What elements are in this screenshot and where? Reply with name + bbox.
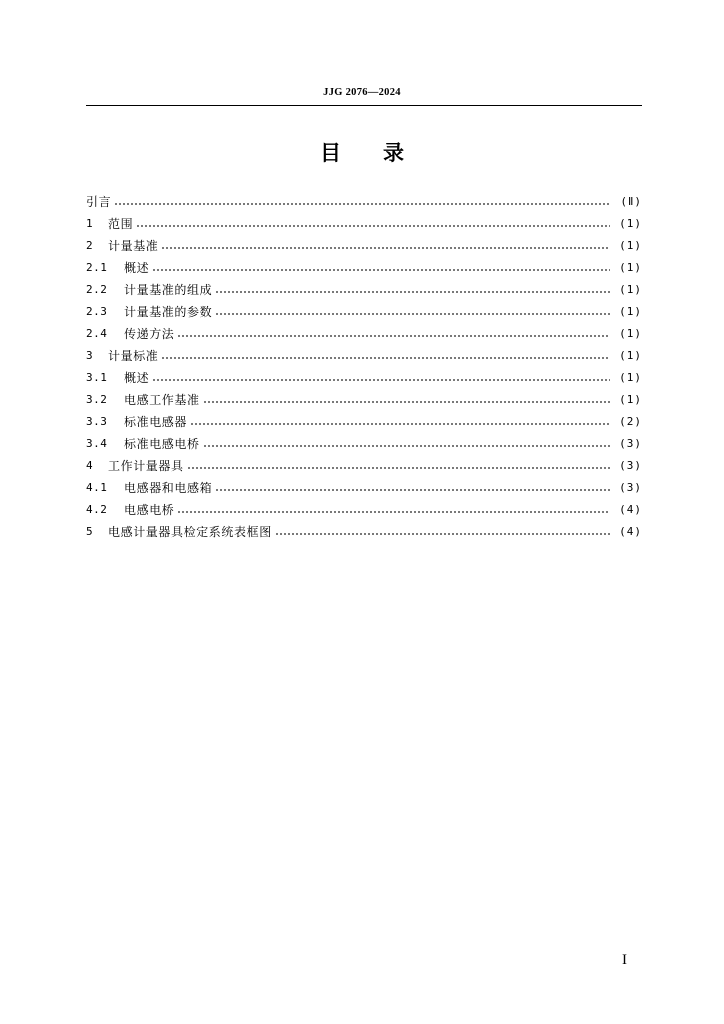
toc-entry-label: 电感计量器具检定系统表框图 xyxy=(108,525,272,539)
toc-entry-page: (1) xyxy=(619,349,642,362)
toc-entry-number: 2.1 xyxy=(86,261,108,274)
toc-entry-2-4[interactable] xyxy=(86,323,642,345)
toc-entry-label: 计量基准的组成 xyxy=(124,283,213,297)
toc-entry-page: (2) xyxy=(619,415,642,428)
dot-leader xyxy=(136,225,610,227)
toc-entry-number: 3 xyxy=(86,349,94,362)
dot-leader xyxy=(152,269,610,271)
toc-entry-2-1[interactable] xyxy=(86,257,642,279)
toc-entry-2[interactable] xyxy=(86,235,642,257)
toc-entry-4[interactable] xyxy=(86,455,642,477)
dot-leader xyxy=(152,379,610,381)
toc-entry-page: (1) xyxy=(619,261,642,274)
toc-entry-page: (4) xyxy=(619,503,642,516)
dot-leader xyxy=(161,247,610,249)
toc-entry-label: 计量标准 xyxy=(108,349,159,363)
toc-entry-3-3[interactable] xyxy=(86,411,642,433)
toc-entry-label: 标准电感电桥 xyxy=(124,437,200,451)
toc-entry-2-3[interactable] xyxy=(86,301,642,323)
dot-leader xyxy=(177,335,610,337)
toc-entry-foreword[interactable] xyxy=(86,191,642,213)
toc-entry-4-1[interactable] xyxy=(86,477,642,499)
toc-entry-number: 1 xyxy=(86,217,94,230)
toc-entry-page: (Ⅱ) xyxy=(620,195,642,208)
toc-entry-page: (3) xyxy=(619,459,642,472)
dot-leader xyxy=(203,445,610,447)
toc-entry-page: (1) xyxy=(619,327,642,340)
toc-entry-number: 2.2 xyxy=(86,283,108,296)
toc-entry-3-1[interactable] xyxy=(86,367,642,389)
toc-entry-number: 4.1 xyxy=(86,481,108,494)
toc-entry-number: 3.4 xyxy=(86,437,108,450)
toc-entry-number: 3.2 xyxy=(86,393,108,406)
toc-entry-number: 4 xyxy=(86,459,94,472)
dot-leader xyxy=(215,291,610,293)
toc-entry-3-4[interactable] xyxy=(86,433,642,455)
toc-entry-page: (1) xyxy=(619,371,642,384)
toc-entry-label: 标准电感器 xyxy=(124,415,188,429)
dot-leader xyxy=(161,357,610,359)
dot-leader xyxy=(203,401,610,403)
toc-entry-page: (1) xyxy=(619,393,642,406)
toc-entry-label: 引言 xyxy=(86,195,112,209)
toc-entry-label: 计量基准 xyxy=(108,239,159,253)
toc-entry-page: (1) xyxy=(619,283,642,296)
dot-leader xyxy=(275,533,610,535)
toc-entry-label: 概述 xyxy=(124,261,150,275)
toc-entry-label: 电感工作基准 xyxy=(124,393,200,407)
toc-entry-3-2[interactable] xyxy=(86,389,642,411)
toc-entry-page: (3) xyxy=(619,437,642,450)
dot-leader xyxy=(215,313,610,315)
toc-entry-number: 3.3 xyxy=(86,415,108,428)
toc-entry-label: 电感器和电感箱 xyxy=(124,481,213,495)
page-number: I xyxy=(622,952,627,968)
header-divider xyxy=(86,105,642,106)
dot-leader xyxy=(187,467,610,469)
toc-entry-number: 2 xyxy=(86,239,94,252)
toc-entry-page: (3) xyxy=(619,481,642,494)
toc-entry-label: 传递方法 xyxy=(124,327,175,341)
toc-entry-1[interactable] xyxy=(86,213,642,235)
toc-entry-label: 范围 xyxy=(108,217,134,231)
toc-entry-label: 电感电桥 xyxy=(124,503,175,517)
table-of-contents xyxy=(86,191,642,543)
dot-leader xyxy=(215,489,610,491)
toc-entry-label: 概述 xyxy=(124,371,150,385)
toc-entry-number: 2.4 xyxy=(86,327,108,340)
toc-entry-number: 4.2 xyxy=(86,503,108,516)
toc-entry-number: 3.1 xyxy=(86,371,108,384)
toc-entry-2-2[interactable] xyxy=(86,279,642,301)
toc-entry-number: 2.3 xyxy=(86,305,108,318)
toc-entry-label: 计量基准的参数 xyxy=(124,305,213,319)
standard-code-header: JJG 2076—2024 xyxy=(323,87,401,98)
toc-entry-5[interactable] xyxy=(86,521,642,543)
dot-leader xyxy=(114,203,610,205)
toc-entry-page: (1) xyxy=(619,305,642,318)
toc-entry-3[interactable] xyxy=(86,345,642,367)
toc-entry-page: (1) xyxy=(619,239,642,252)
toc-entry-label: 工作计量器具 xyxy=(108,459,184,473)
toc-entry-4-2[interactable] xyxy=(86,499,642,521)
dot-leader xyxy=(177,511,610,513)
dot-leader xyxy=(190,423,610,425)
toc-entry-number: 5 xyxy=(86,525,94,538)
toc-entry-page: (4) xyxy=(619,525,642,538)
toc-entry-page: (1) xyxy=(619,217,642,230)
page-title: 目 录 xyxy=(320,141,404,165)
